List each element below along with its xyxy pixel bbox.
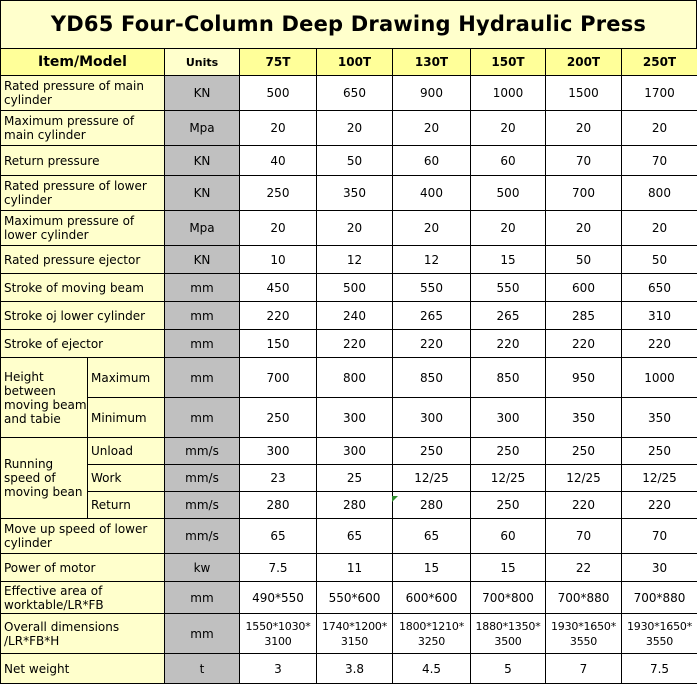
- unit-cell: mm/s: [165, 465, 240, 492]
- value-cell: 220: [622, 330, 697, 358]
- value-cell: 280: [393, 492, 471, 519]
- value-cell: 650: [317, 76, 393, 111]
- value-cell: 40: [240, 146, 317, 176]
- table-row: [1, 330, 697, 358]
- value-cell: 250: [471, 492, 546, 519]
- value-cell: 1550*1030* 3100: [240, 614, 317, 654]
- value-cell: 550*600: [317, 582, 393, 614]
- spec-table-body: [1, 49, 697, 684]
- row-label: Maximum pressure of lower cylinder: [1, 211, 165, 246]
- value-cell: 20: [622, 211, 697, 246]
- sub-label: Maximum: [88, 358, 165, 398]
- value-cell: 250: [240, 176, 317, 211]
- value-cell: 3.8: [317, 654, 393, 684]
- table-row: [1, 492, 697, 519]
- header-model: 250T: [622, 49, 697, 76]
- value-cell: 350: [546, 398, 622, 438]
- value-cell: 500: [471, 176, 546, 211]
- value-cell: 10: [240, 246, 317, 274]
- value-cell: 300: [240, 438, 317, 465]
- value-cell: 250: [546, 438, 622, 465]
- value-cell: 450: [240, 274, 317, 302]
- value-cell: 250: [471, 438, 546, 465]
- value-cell: 550: [471, 274, 546, 302]
- row-label: Stroke oj lower cylinder: [1, 302, 165, 330]
- table-row: [1, 465, 697, 492]
- value-cell: 250: [393, 438, 471, 465]
- value-cell: 7.5: [622, 654, 697, 684]
- row-label: Overall dimensions /LR*FB*H: [1, 614, 165, 654]
- value-cell: 30: [622, 554, 697, 582]
- unit-cell: Mpa: [165, 111, 240, 146]
- value-cell: 20: [393, 211, 471, 246]
- value-cell: 150: [240, 330, 317, 358]
- table-row: [1, 554, 697, 582]
- value-cell: 5: [471, 654, 546, 684]
- sub-label: Work: [88, 465, 165, 492]
- value-cell: 220: [317, 330, 393, 358]
- row-label: Stroke of moving beam: [1, 274, 165, 302]
- unit-cell: KN: [165, 246, 240, 274]
- value-cell: 900: [393, 76, 471, 111]
- row-label: Rated pressure of lower cylinder: [1, 176, 165, 211]
- value-cell: 300: [393, 398, 471, 438]
- row-label: Move up speed of lower cylinder: [1, 519, 165, 554]
- unit-cell: mm: [165, 274, 240, 302]
- value-cell: 265: [393, 302, 471, 330]
- value-cell: 1930*1650* 3550: [546, 614, 622, 654]
- unit-cell: mm/s: [165, 492, 240, 519]
- value-cell: 800: [317, 358, 393, 398]
- value-cell: 220: [546, 330, 622, 358]
- row-label: Stroke of ejector: [1, 330, 165, 358]
- value-cell: 600*600: [393, 582, 471, 614]
- unit-cell: kw: [165, 554, 240, 582]
- unit-cell: mm: [165, 614, 240, 654]
- value-cell: 70: [622, 519, 697, 554]
- table-row: [1, 246, 697, 274]
- value-cell: 220: [622, 492, 697, 519]
- value-cell: 1880*1350* 3500: [471, 614, 546, 654]
- unit-cell: t: [165, 654, 240, 684]
- value-cell: 850: [471, 358, 546, 398]
- row-label: Rated pressure of main cylinder: [1, 76, 165, 111]
- unit-cell: mm/s: [165, 519, 240, 554]
- table-row: [1, 274, 697, 302]
- value-cell: 220: [393, 330, 471, 358]
- value-cell: 20: [471, 211, 546, 246]
- value-cell: 20: [471, 111, 546, 146]
- value-cell: 12/25: [471, 465, 546, 492]
- header-item-model: Item/Model: [1, 49, 165, 76]
- value-cell: 850: [393, 358, 471, 398]
- value-cell: 400: [393, 176, 471, 211]
- value-cell: 15: [471, 246, 546, 274]
- value-cell: 1000: [622, 358, 697, 398]
- value-cell: 70: [546, 146, 622, 176]
- value-cell: 60: [471, 519, 546, 554]
- header-model: 75T: [240, 49, 317, 76]
- value-cell: 3: [240, 654, 317, 684]
- value-cell: 950: [546, 358, 622, 398]
- value-cell: 20: [317, 111, 393, 146]
- table-row: [1, 438, 697, 465]
- header-model: 150T: [471, 49, 546, 76]
- value-cell: 350: [317, 176, 393, 211]
- value-cell: 20: [317, 211, 393, 246]
- value-cell: 310: [622, 302, 697, 330]
- page-title: YD65 Four-Column Deep Drawing Hydraulic Press: [0, 0, 697, 48]
- value-cell: 285: [546, 302, 622, 330]
- table-row: [1, 302, 697, 330]
- value-cell: 65: [317, 519, 393, 554]
- value-cell: 20: [240, 211, 317, 246]
- value-cell: 220: [546, 492, 622, 519]
- table-row: [1, 358, 697, 398]
- value-cell: 12/25: [622, 465, 697, 492]
- table-row: [1, 146, 697, 176]
- header-model: 100T: [317, 49, 393, 76]
- value-cell: 240: [317, 302, 393, 330]
- value-cell: 4.5: [393, 654, 471, 684]
- sub-label: Unload: [88, 438, 165, 465]
- value-cell: 250: [240, 398, 317, 438]
- row-label: Rated pressure ejector: [1, 246, 165, 274]
- row-label: Return pressure: [1, 146, 165, 176]
- value-cell: 70: [622, 146, 697, 176]
- value-cell: 490*550: [240, 582, 317, 614]
- table-row: [1, 76, 697, 111]
- value-cell: 550: [393, 274, 471, 302]
- value-cell: 60: [393, 146, 471, 176]
- value-cell: 11: [317, 554, 393, 582]
- value-cell: 700*880: [622, 582, 697, 614]
- value-cell: 1000: [471, 76, 546, 111]
- unit-cell: mm: [165, 358, 240, 398]
- unit-cell: Mpa: [165, 211, 240, 246]
- value-cell: 300: [317, 438, 393, 465]
- value-cell: 20: [622, 111, 697, 146]
- table-row: [1, 614, 697, 654]
- header-model: 130T: [393, 49, 471, 76]
- table-row: [1, 582, 697, 614]
- value-cell: 1740*1200* 3150: [317, 614, 393, 654]
- value-cell: 500: [317, 274, 393, 302]
- row-label: Net weight: [1, 654, 165, 684]
- value-cell: 280: [240, 492, 317, 519]
- value-cell: 1700: [622, 76, 697, 111]
- table-row: [1, 519, 697, 554]
- value-cell: 65: [393, 519, 471, 554]
- header-model: 200T: [546, 49, 622, 76]
- value-cell: 650: [622, 274, 697, 302]
- value-cell: 15: [471, 554, 546, 582]
- value-cell: 50: [622, 246, 697, 274]
- header-units: Units: [165, 49, 240, 76]
- value-cell: 280: [317, 492, 393, 519]
- table-row: [1, 398, 697, 438]
- unit-cell: mm: [165, 330, 240, 358]
- table-row: [1, 211, 697, 246]
- value-cell: 20: [240, 111, 317, 146]
- value-cell: 70: [546, 519, 622, 554]
- sub-label: Return: [88, 492, 165, 519]
- value-cell: 700: [240, 358, 317, 398]
- table-row: [1, 654, 697, 684]
- table-row: [1, 111, 697, 146]
- value-cell: 23: [240, 465, 317, 492]
- value-cell: 500: [240, 76, 317, 111]
- group-label: Height between moving beam and tabie: [1, 358, 88, 438]
- sub-label: Minimum: [88, 398, 165, 438]
- value-cell: 1930*1650* 3550: [622, 614, 697, 654]
- value-cell: 300: [471, 398, 546, 438]
- value-cell: 60: [471, 146, 546, 176]
- value-cell: 7.5: [240, 554, 317, 582]
- cell-marker-icon: [392, 496, 398, 502]
- row-label: Power of motor: [1, 554, 165, 582]
- value-cell: 1500: [546, 76, 622, 111]
- group-label: Running speed of moving bean: [1, 438, 88, 519]
- unit-cell: mm/s: [165, 438, 240, 465]
- unit-cell: mm: [165, 398, 240, 438]
- value-cell: 350: [622, 398, 697, 438]
- value-cell: 22: [546, 554, 622, 582]
- value-cell: 20: [546, 211, 622, 246]
- value-cell: 700*880: [546, 582, 622, 614]
- value-cell: 265: [471, 302, 546, 330]
- value-cell: 15: [393, 554, 471, 582]
- value-cell: 50: [546, 246, 622, 274]
- value-cell: 220: [240, 302, 317, 330]
- value-cell: 25: [317, 465, 393, 492]
- value-cell: 12: [317, 246, 393, 274]
- value-cell: 7: [546, 654, 622, 684]
- value-cell: 12/25: [393, 465, 471, 492]
- header-row: [1, 49, 697, 76]
- value-cell: 600: [546, 274, 622, 302]
- value-cell: 50: [317, 146, 393, 176]
- unit-cell: KN: [165, 146, 240, 176]
- value-cell: 700: [546, 176, 622, 211]
- row-label: Maximum pressure of main cylinder: [1, 111, 165, 146]
- unit-cell: KN: [165, 176, 240, 211]
- value-cell: 800: [622, 176, 697, 211]
- row-label: Effective area of worktable/LR*FB: [1, 582, 165, 614]
- unit-cell: mm: [165, 582, 240, 614]
- value-cell: 12/25: [546, 465, 622, 492]
- table-row: [1, 176, 697, 211]
- value-cell: 20: [546, 111, 622, 146]
- value-cell: 65: [240, 519, 317, 554]
- value-cell: 1800*1210* 3250: [393, 614, 471, 654]
- value-cell: 220: [471, 330, 546, 358]
- value-cell: 700*800: [471, 582, 546, 614]
- unit-cell: mm: [165, 302, 240, 330]
- unit-cell: KN: [165, 76, 240, 111]
- value-cell: 250: [622, 438, 697, 465]
- value-cell: 300: [317, 398, 393, 438]
- value-cell: 20: [393, 111, 471, 146]
- spec-table: [0, 48, 697, 684]
- value-cell: 12: [393, 246, 471, 274]
